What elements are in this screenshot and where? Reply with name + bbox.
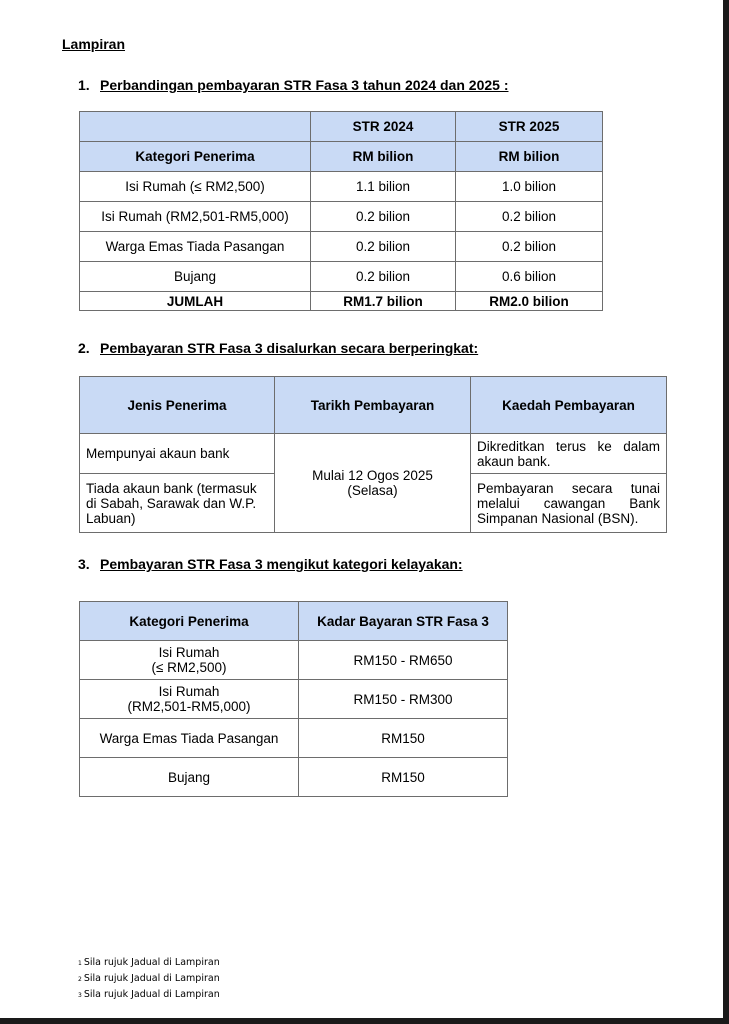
table-cell: RM2.0 bilion: [456, 292, 603, 311]
table-cell: 0.2 bilion: [311, 262, 456, 292]
table-cell: RM150: [299, 719, 508, 758]
table-cell: Bujang: [80, 758, 299, 797]
table-cell: Pembayaran secara tunai melalui cawangan Bank Simpanan Nasional (BSN).: [471, 474, 667, 533]
table-cell: RM1.7 bilion: [311, 292, 456, 311]
table-header-row: [80, 377, 667, 434]
table-cell: 1.1 bilion: [311, 172, 456, 202]
table-header-cell: RM bilion: [311, 142, 456, 172]
table-header-row: [80, 602, 508, 641]
payment-day-line: (Selasa): [347, 483, 398, 498]
table-cell: Isi Rumah (≤ RM2,500): [80, 172, 311, 202]
table-row: [80, 641, 508, 680]
eligibility-rate-table: [79, 601, 508, 797]
table-header-row: [80, 112, 603, 142]
table-cell: JUMLAH: [80, 292, 311, 311]
table-header-cell: Kategori Penerima: [80, 602, 299, 641]
table-header-cell: Kadar Bayaran STR Fasa 3: [299, 602, 508, 641]
payment-date-line: Mulai 12 Ogos 2025: [312, 468, 433, 483]
footnote: [78, 955, 220, 971]
table-cell: 0.2 bilion: [311, 202, 456, 232]
table-row: [80, 202, 603, 232]
table-row: [80, 262, 603, 292]
footnote-text: Sila rujuk Jadual di Lampiran: [83, 989, 220, 1000]
section3-title: [78, 556, 463, 572]
category-line: Isi Rumah: [158, 684, 220, 699]
table-header-cell: RM bilion: [456, 142, 603, 172]
payment-date-cell: [275, 434, 471, 533]
table-header-cell: [80, 112, 311, 142]
table-cell: 0.2 bilion: [456, 202, 603, 232]
table-cell: [80, 641, 299, 680]
category-subline: (RM2,501-RM5,000): [127, 699, 251, 714]
str-comparison-table: [79, 111, 603, 311]
table-cell: 0.2 bilion: [311, 232, 456, 262]
footnote-mark: 3: [78, 992, 82, 999]
payment-schedule-table: [79, 376, 667, 533]
section2-title: [78, 340, 478, 356]
footnote: [78, 971, 220, 987]
footnote: [78, 987, 220, 1003]
section2-number: 2.: [78, 340, 90, 356]
table-header-cell: Kaedah Pembayaran: [471, 377, 667, 434]
footnote-text: Sila rujuk Jadual di Lampiran: [83, 957, 220, 968]
footnote-mark: 2: [78, 976, 82, 983]
category-subline: (≤ RM2,500): [151, 660, 227, 675]
table-cell: Warga Emas Tiada Pasangan: [80, 719, 299, 758]
section3-title-text: Pembayaran STR Fasa 3 mengikut kategori kelayakan:: [100, 556, 463, 572]
table-cell: Tiada akaun bank (termasuk di Sabah, Sarawak dan W.P. Labuan): [80, 474, 275, 533]
footnote-text: Sila rujuk Jadual di Lampiran: [83, 973, 220, 984]
section3-number: 3.: [78, 556, 90, 572]
table-header-cell: Kategori Penerima: [80, 142, 311, 172]
table-cell: RM150: [299, 758, 508, 797]
table-row: [80, 232, 603, 262]
table-cell: 0.2 bilion: [456, 232, 603, 262]
table-cell: 0.6 bilion: [456, 262, 603, 292]
section1-title-text: Perbandingan pembayaran STR Fasa 3 tahun 2024 dan 2025 :: [100, 77, 509, 93]
table-header-row: [80, 142, 603, 172]
table-cell: [80, 680, 299, 719]
page-heading: Lampiran: [62, 36, 126, 52]
table-cell: RM150 - RM650: [299, 641, 508, 680]
table-cell: Mempunyai akaun bank: [80, 434, 275, 474]
section2-title-text: Pembayaran STR Fasa 3 disalurkan secara berperingkat:: [100, 340, 479, 356]
table-header-cell: Jenis Penerima: [80, 377, 275, 434]
table-header-cell: STR 2025: [456, 112, 603, 142]
table-row: [80, 680, 508, 719]
table-row: [80, 758, 508, 797]
table-total-row: [80, 292, 603, 311]
section1-title: [78, 77, 508, 93]
table-cell: Bujang: [80, 262, 311, 292]
footnotes: [78, 955, 220, 1003]
table-header-cell: STR 2024: [311, 112, 456, 142]
table-cell: Isi Rumah (RM2,501-RM5,000): [80, 202, 311, 232]
table-row: [80, 719, 508, 758]
table-row: [80, 172, 603, 202]
category-line: Isi Rumah: [158, 645, 220, 660]
table-cell: RM150 - RM300: [299, 680, 508, 719]
table-row: [80, 434, 667, 474]
table-header-cell: Tarikh Pembayaran: [275, 377, 471, 434]
section1-number: 1.: [78, 77, 90, 93]
table-cell: Warga Emas Tiada Pasangan: [80, 232, 311, 262]
table-cell: Dikreditkan terus ke dalam akaun bank.: [471, 434, 667, 474]
footnote-mark: 1: [78, 960, 82, 967]
table-cell: 1.0 bilion: [456, 172, 603, 202]
